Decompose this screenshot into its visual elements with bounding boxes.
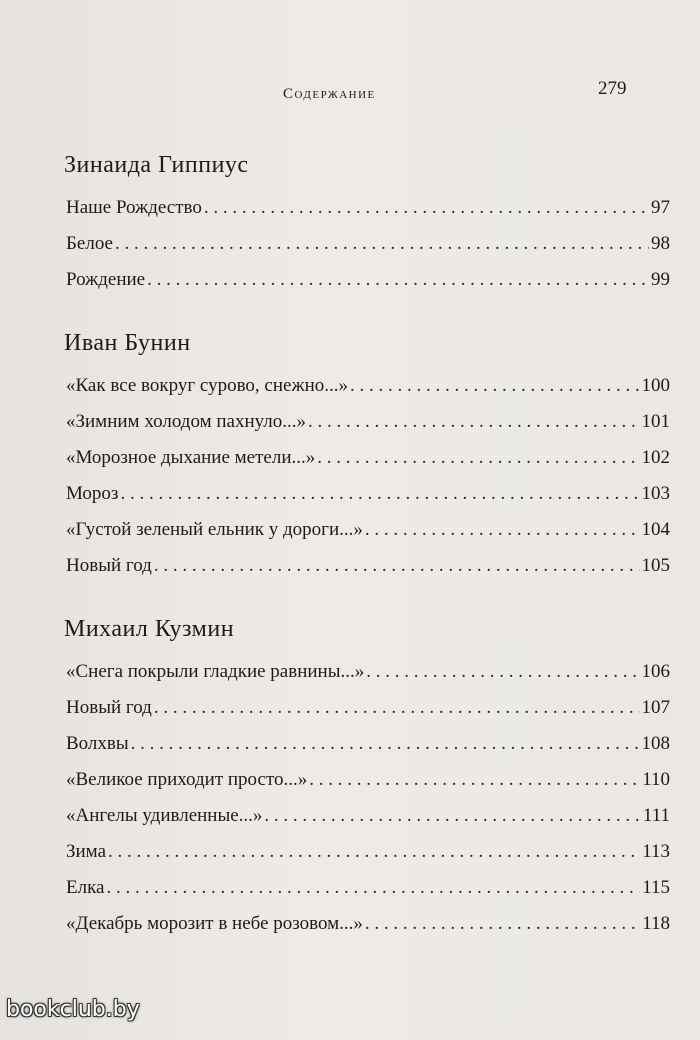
dot-leader [204,190,649,226]
author-heading: Зинаида Гиппиус [64,152,249,178]
toc-entry [64,512,670,548]
entry-page: 100 [641,375,670,396]
entry-title: «Ангелы удивленные...» [66,805,263,826]
entry-page: 113 [642,841,670,862]
dot-leader [147,262,649,298]
toc-entry [64,834,670,870]
dot-leader [264,798,640,834]
toc-entry [64,654,670,690]
toc-entry [64,762,670,798]
toc-entry [64,404,670,440]
dot-leader [154,548,640,584]
page-number: 279 [598,78,627,99]
entry-page: 104 [641,519,670,540]
toc-entry [64,548,670,584]
entry-title: Наше Рождество [66,197,202,218]
toc-entry [64,726,670,762]
watermark-text: bookclub.by [6,997,140,1022]
table-of-contents [64,150,670,972]
author-heading: Михаил Кузмин [64,616,235,642]
entry-page: 105 [641,555,670,576]
entry-title: «Зимним холодом пахнуло...» [66,411,307,432]
entry-page: 118 [642,913,670,934]
entry-title: «Густой зеленый ельник у дороги...» [66,519,363,540]
toc-section-kuzmin [64,614,670,942]
entry-page: 111 [642,805,670,826]
running-title: Содержание [283,86,376,102]
entry-title: Новый год [66,697,152,718]
toc-entry [64,190,670,226]
entry-page: 98 [651,233,670,254]
dot-leader [308,404,639,440]
dot-leader [108,834,640,870]
dot-leader [365,906,640,942]
dot-leader [154,690,640,726]
toc-entry [64,368,670,404]
entry-page: 97 [651,197,670,218]
entry-title: «Морозное дыхание метели...» [66,447,316,468]
entry-title: «Великое приходит просто...» [66,769,308,790]
entry-title: «Снега покрыли гладкие равнины...» [66,661,365,682]
entry-page: 99 [651,269,670,290]
author-heading: Иван Бунин [64,330,191,356]
dot-leader [131,726,640,762]
dot-leader [365,512,640,548]
entry-title: Елка [66,877,105,898]
entry-title: Белое [66,233,113,254]
toc-entry [64,476,670,512]
entry-page: 106 [641,661,670,682]
entry-page: 107 [641,697,670,718]
entry-title: Мороз [66,483,119,504]
toc-entry [64,690,670,726]
entry-title: Новый год [66,555,152,576]
dot-leader [120,476,639,512]
entry-title: Рождение [66,269,146,290]
running-head [0,78,700,108]
dot-leader [350,368,639,404]
toc-section-bunin [64,328,670,584]
dot-leader [317,440,639,476]
entry-title: «Как все вокруг сурово, снежно...» [66,375,349,396]
entry-page: 108 [641,733,670,754]
toc-entry [64,262,670,298]
entry-page: 115 [642,877,670,898]
entry-title: Волхвы [66,733,129,754]
entry-page: 102 [641,447,670,468]
entry-page: 103 [641,483,670,504]
dot-leader [366,654,639,690]
entry-page: 101 [641,411,670,432]
toc-entry [64,870,670,906]
entry-title: Зима [66,841,107,862]
dot-leader [106,870,640,906]
toc-entry [64,798,670,834]
toc-entry [64,226,670,262]
dot-leader [115,226,649,262]
dot-leader [309,762,640,798]
toc-entry [64,440,670,476]
toc-section-gippius [64,150,670,298]
toc-entry [64,906,670,942]
entry-page: 110 [642,769,670,790]
entry-title: «Декабрь морозит в небе розовом...» [66,913,363,934]
